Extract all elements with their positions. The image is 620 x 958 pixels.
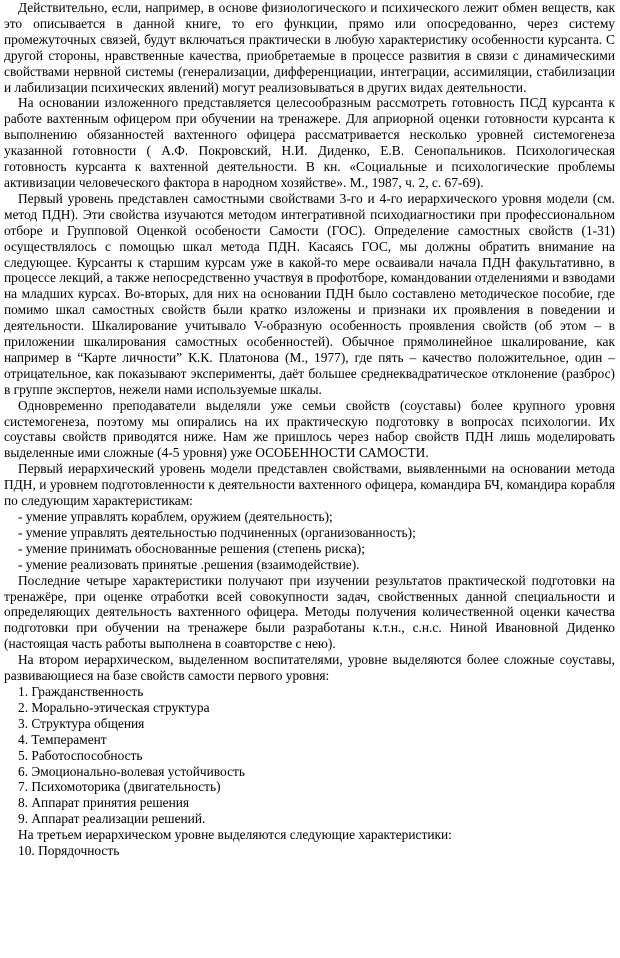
list-item: 10. Порядочность (18, 843, 120, 859)
third-level-list (4, 843, 615, 859)
list-item: 7. Психомоторика (двигательность) (18, 779, 221, 795)
skills-list (4, 509, 615, 573)
skill-item: - умение принимать обоснованные решения (степень риска); (18, 540, 365, 556)
paragraph-metabolism: Действительно, если, например, в основе физиологического и психического лежит обмен веществ, как это описывается в данной книге, то его функции, прямо или опосредованно, через систему промежуточных связей, будут включаться практически в любую характеристику особенности курсанта. С другой стороны, нравственные качества, приобретаемые в процессе развития в связи с динамическими свойствами нервной системы (генерализации, дифференциации, интеграции, ассимиляции, стабилизации и лабилизации психических явлений) могут реализовываться в других видах деятельности. (4, 0, 615, 95)
skill-item: - умение реализовать принятые .решения (взаимодействие). (18, 556, 360, 572)
paragraph-first-level: Первый уровень представлен самостными свойствами 3-го и 4-го иерархического уровня модели (см. метод ПДН). Эти свойства изучаются методом интегративной психодиагностики при профессиональном отборе и Групповой Оценкой особености Самости (ГОС). Определение самостных свойств (1-31) осуществлялось с помощью шкал метода ПДН. Касаясь ГОС, мы должны обратить внимание на следующее. Курсанты к старшим курсам уже в какой-то мере осваивали начала ПДН факультативно, в процессе лекций, а также непосредственно участвуя в профотборе, командовании отделениями и взводами на младших курсах. Во-вторых, для них на основании ПДН было составлено методическое пособие, где помимо шкал самостных свойств были кратко изложены и признаки их проявления в поведении и деятельности. Шкалирование учитывало V-образную особенность проявления свойств (об этом – в приложении шкалирования самостных особенностей). Обычное прямолинейное шкалирование, как например в “Карте личности” К.К. Платонова (М., 1977), где пять – качество положительное, один – отрицательное, как показывают эксперименты, даёт большее среднеквадратическое отклонение (разброс) в группе экспертов, нежели нами используемые шкалы. (4, 190, 616, 397)
second-level-list (4, 684, 615, 827)
skill-item: - умение управлять кораблем, оружием (деятельность); (18, 509, 333, 524)
paragraph-second-level: На втором иерархическом, выделенном воспитателями, уровне выделяются более сложные соуставы, развивающиеся на базе свойств самости первого уровня: (4, 652, 615, 684)
paragraph-first-hierarchy: Первый иерархический уровень модели представлен свойствами, выявленными на основании метода ПДН, и уровнем подготовленности к деятельности вахтенного офицера, командира БЧ, командира корабля по следующим характеристикам: (4, 461, 615, 509)
paragraph-simulator: Последние четыре характеристики получают при изучении результатов практической подготовки на тренажёре, при оценке отработки всей совокупности задач, свойственных данной специальности и определяющих деятельность вахтенного офицера. Методы получения количественной оценки качества подготовки при обучении на тренажере были разработаны к.т.н., с.н.с. Ниной Ивановной Диденко (настоящая часть работы выполнена в соавторстве с нею). (4, 572, 615, 652)
list-item: 5. Работоспособность (18, 747, 143, 763)
paragraph-readiness: На основании изложенного представляется целесообразным рассмотреть готовность ПСД курсанта к работе вахтенным офицером при обучении на тренажере. Для априорной оценки готовности курсанта к выполнению обязанностей вахтенного офицера рассматривается несколько уровней системогенеза указанной готовности ( А.Ф. Покровский, Н.И. Диденко, Е.В. Сенопальников. Психологическая готовность курсанта к вахтенной деятельности. В кн. «Социальные и психологические проблемы активизации человеческого фактора в народном хозяйстве». М., 1987, ч. 2, с. 67-69). (4, 95, 615, 190)
third-level-intro: На третьем иерархическом уровне выделяются следующие характеристики: (18, 827, 452, 843)
skill-item: - умение управлять деятельностью подчиненных (организованность); (18, 524, 416, 540)
list-item: 4. Темперамент (18, 731, 107, 747)
list-item: 3. Структура общения (18, 715, 145, 731)
list-item: 9. Аппарат реализации решений. (18, 811, 206, 827)
list-item: 8. Аппарат принятия решения (18, 795, 190, 811)
paragraph-teachers: Одновременно преподаватели выделяли уже семьи свойств (соуставы) более крупного уровня системогенеза, поэтому мы опирались на их практическую подготовку в вопросах психологии. Их соуставы свойств приводятся ниже. Нам же пришлось через набор свойств ПДН лишь моделировать выделенные ими сложные (4-5 уровня) уже ОСОБЕННОСТИ САМОСТИ. (4, 397, 615, 461)
list-item: 6. Эмоционально-волевая устойчивость (18, 763, 245, 779)
list-item: 1. Гражданственность (18, 683, 144, 699)
list-item: 2. Морально-этическая структура (18, 699, 210, 715)
